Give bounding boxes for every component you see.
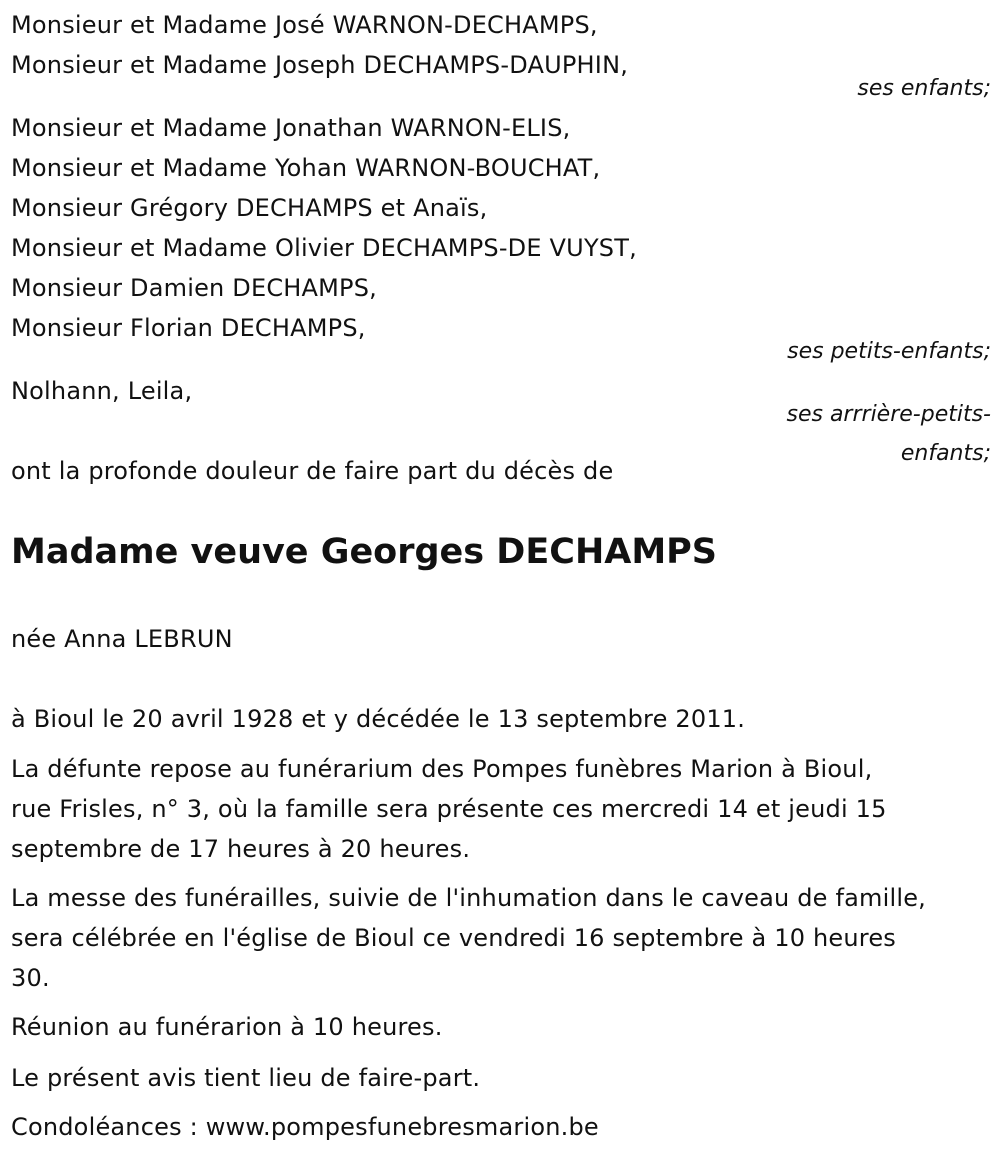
children-role: ses enfants; (857, 76, 991, 101)
repose-line-1: La défunte repose au funérarium des Pompes funèbres Marion à Bioul, (11, 755, 873, 783)
grandchild-line-4: Monsieur et Madame Olivier DECHAMPS-DE VUYST, (11, 234, 637, 262)
children-line-1: Monsieur et Madame José WARNON-DECHAMPS, (11, 11, 598, 39)
grandchild-line-1: Monsieur et Madame Jonathan WARNON-ELIS, (11, 114, 571, 142)
grandchild-line-5: Monsieur Damien DECHAMPS, (11, 274, 377, 302)
deceased-name: Madame veuve Georges DECHAMPS (11, 532, 718, 572)
announcement-text: ont la profonde douleur de faire part du décès de (11, 457, 614, 485)
maiden-name: née Anna LEBRUN (11, 625, 233, 653)
great-grandchild-line-1: Nolhann, Leila, (11, 377, 193, 405)
grandchildren-role: ses petits-enfants; (787, 339, 991, 364)
mass-line-3: 30. (11, 964, 50, 992)
notice-text: Le présent avis tient lieu de faire-part. (11, 1064, 481, 1092)
great-grandchildren-role-line-2: enfants; (900, 441, 991, 466)
repose-line-2: rue Frisles, n° 3, où la famille sera présente ces mercredi 14 et jeudi 15 (11, 795, 887, 823)
condolences-text: Condoléances : www.pompesfunebresmarion.be (11, 1113, 599, 1141)
grandchild-line-3: Monsieur Grégory DECHAMPS et Anaïs, (11, 194, 488, 222)
mass-line-2: sera célébrée en l'église de Bioul ce vendredi 16 septembre à 10 heures (11, 924, 896, 952)
grandchild-line-6: Monsieur Florian DECHAMPS, (11, 314, 366, 342)
reunion-text: Réunion au funérarion à 10 heures. (11, 1013, 443, 1041)
great-grandchildren-role-line-1: ses arrrière-petits- (786, 402, 991, 427)
mass-line-1: La messe des funérailles, suivie de l'inhumation dans le caveau de famille, (11, 884, 926, 912)
birth-death-text: à Bioul le 20 avril 1928 et y décédée le 13 septembre 2011. (11, 705, 746, 733)
repose-line-3: septembre de 17 heures à 20 heures. (11, 835, 471, 863)
grandchild-line-2: Monsieur et Madame Yohan WARNON-BOUCHAT, (11, 154, 601, 182)
children-line-2: Monsieur et Madame Joseph DECHAMPS-DAUPHIN, (11, 51, 629, 79)
